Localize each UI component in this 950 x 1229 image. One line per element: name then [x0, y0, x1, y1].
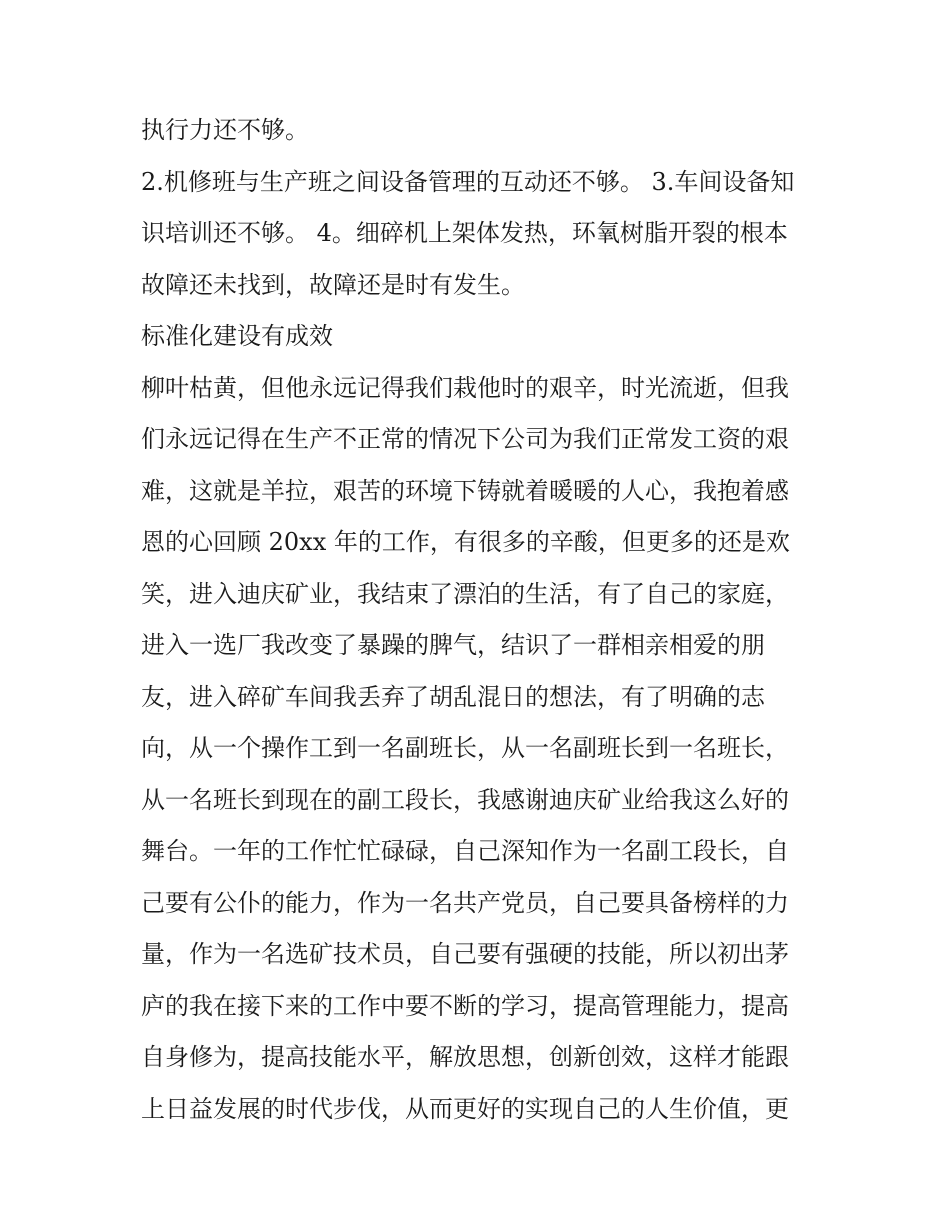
text-line: 上日益发展的时代步伐，从而更好的实现自己的人生价值，更 [141, 1094, 789, 1123]
text-line: 执行力还不够。 [141, 116, 309, 144]
section-heading: 标准化建设有成效 [141, 322, 333, 350]
text-line: 友，进入碎矿车间我丢弃了胡乱混日的想法，有了明确的志 [141, 682, 765, 711]
text-line: 自身修为，提高技能水平，解放思想，创新创效，这样才能跟 [141, 1043, 789, 1071]
text-line: 量，作为一名选矿技术员，自己要有强硬的技能，所以初出茅 [141, 940, 789, 968]
text-line: 们永远记得在生产不正常的情况下公司为我们正常发工资的艰 [141, 425, 789, 453]
document-body [141, 105, 821, 1135]
text-line: 柳叶枯黄，但他永远记得我们栽他时的艰辛，时光流逝，但我 [141, 373, 789, 402]
text-line: 己要有公仆的能力，作为一名共产党员，自己要具备榜样的力 [141, 888, 789, 917]
text-line: 笑，进入迪庆矿业，我结束了漂泊的生活，有了自己的家庭， [141, 579, 789, 608]
text-line: 2.机修班与生产班之间设备管理的互动还不够。 3.车间设备知 [141, 167, 795, 196]
text-line: 向，从一个操作工到一名副班长，从一名副班长到一名班长， [141, 734, 789, 762]
text-line: 难，这就是羊拉，艰苦的环境下铸就着暖暖的人心，我抱着感 [141, 476, 789, 505]
text-line: 舞台。一年的工作忙忙碌碌，自己深知作为一名副工段长，自 [141, 837, 789, 865]
text-line: 恩的心回顾 20xx 年的工作，有很多的辛酸，但更多的还是欢 [141, 528, 790, 556]
text-line: 识培训还不够。 4。细碎机上架体发热，环氧树脂开裂的根本 [141, 219, 788, 247]
text-line: 故障还未找到，故障还是时有发生。 [141, 270, 525, 299]
text-line: 庐的我在接下来的工作中要不断的学习，提高管理能力，提高 [141, 991, 789, 1020]
text-line: 进入一选厂我改变了暴躁的脾气，结识了一群相亲相爱的朋 [141, 631, 765, 659]
text-line: 从一名班长到现在的副工段长，我感谢迪庆矿业给我这么好的 [141, 785, 789, 814]
